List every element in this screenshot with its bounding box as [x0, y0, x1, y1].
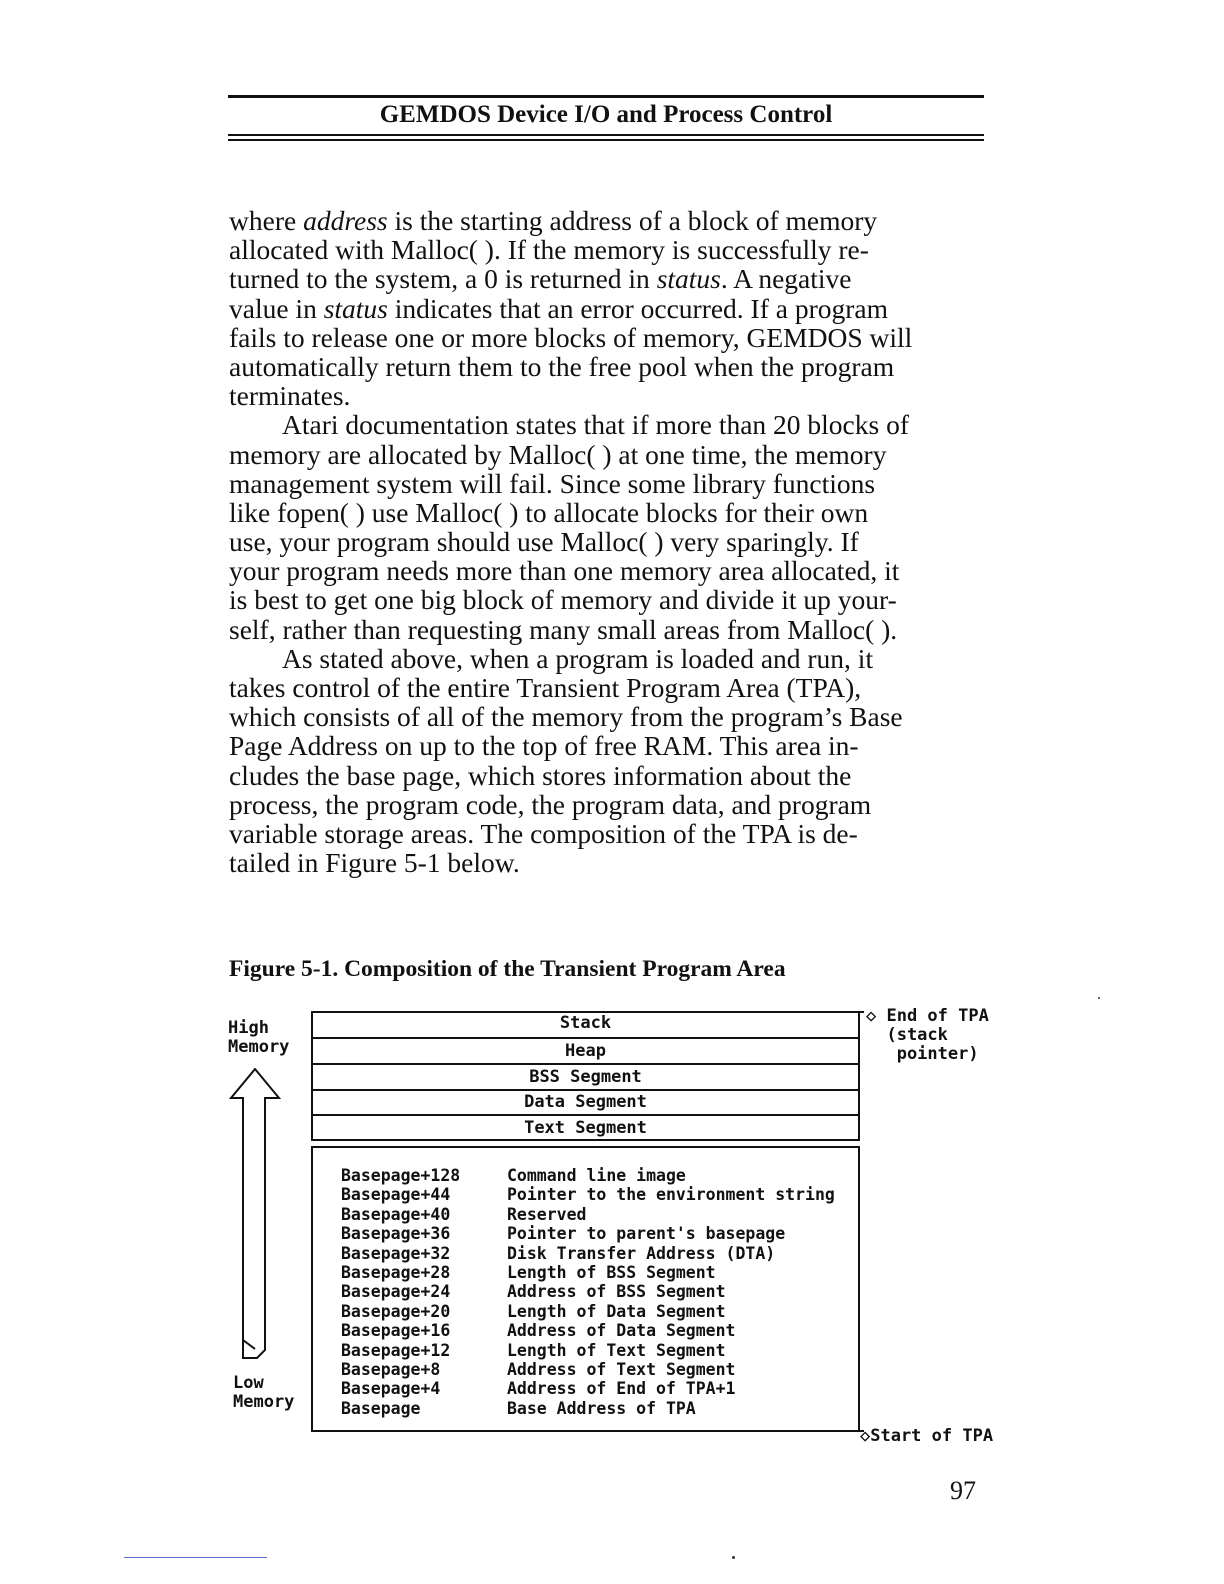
text-run: is the starting address of a block of memory [387, 205, 878, 236]
end-of-tpa-label: ◇ End of TPA (stack pointer) [866, 1006, 989, 1064]
basepage-offset: Basepage+24 [341, 1282, 451, 1302]
text-run: memory are allocated by Malloc( ) at one time, the memory [229, 438, 887, 470]
body-text [229, 206, 989, 877]
body-line [229, 235, 989, 264]
text-run: turned to the system, a 0 is returned in [229, 263, 657, 295]
emphasis-text: address [303, 205, 388, 236]
body-line [229, 410, 989, 439]
text-run: management system will fail. Since some library functions [229, 467, 876, 499]
segment-divider [311, 1037, 860, 1039]
emphasis-text: status [656, 263, 721, 295]
body-line [229, 294, 989, 323]
basepage-description: Reserved [507, 1204, 587, 1224]
segment-data: Data Segment [524, 1092, 647, 1112]
body-line [229, 790, 989, 819]
segment-heap: Heap [565, 1041, 606, 1061]
basepage-description: Pointer to the environment string [507, 1185, 835, 1205]
body-line [229, 264, 989, 293]
text-run: use, your program should use Malloc( ) very sparingly. If [229, 526, 859, 558]
end-of-tpa-tick [860, 1011, 864, 1013]
basepage-description: Length of Data Segment [507, 1301, 726, 1321]
segment-text: Text Segment [524, 1118, 647, 1138]
text-run: is best to get one big block of memory and divide it up your- [229, 584, 897, 616]
text-run: . A negative [720, 263, 852, 295]
text-run: cludes the base page, which stores information about the [229, 759, 852, 791]
basepage-offset: Basepage+16 [341, 1321, 451, 1341]
body-line [229, 644, 989, 673]
running-header-title: GEMDOS Device I/O and Process Control [379, 101, 833, 128]
basepage-offset: Basepage+8 [341, 1360, 441, 1379]
segment-divider [311, 1063, 860, 1065]
text-run: self, rather than requesting many small areas from Malloc( ). [229, 613, 898, 645]
basepage-description: Length of Text Segment [507, 1340, 726, 1360]
text-run: your program needs more than one memory area allocated, it [229, 555, 900, 587]
text-run: As stated above, when a program is loaded and run, it [282, 642, 874, 674]
body-line [229, 731, 989, 760]
body-line [229, 848, 989, 877]
text-run: tailed in Figure 5-1 below. [229, 847, 520, 879]
body-line [229, 440, 989, 469]
text-run: terminates. [229, 380, 351, 412]
basepage-description: Length of BSS Segment [507, 1263, 716, 1282]
basepage-offset: Basepage+4 [341, 1379, 441, 1399]
emphasis-text: status [323, 292, 388, 324]
body-line [229, 761, 989, 790]
low-memory-label: Low Memory [233, 1373, 295, 1412]
scan-speck [732, 1556, 735, 1559]
basepage-offset: Basepage+20 [341, 1301, 451, 1321]
up-arrow-icon [224, 1068, 284, 1368]
basepage-description: Base Address of TPA [507, 1398, 696, 1418]
body-line [229, 323, 989, 352]
basepage-description: Command line image [507, 1166, 686, 1185]
basepage-offset: Basepage [341, 1398, 421, 1418]
body-line [229, 206, 989, 235]
basepage-offset: Basepage+32 [341, 1243, 451, 1263]
body-line [229, 819, 989, 848]
text-run: which consists of all of the memory from the program’s Base [229, 701, 903, 733]
footer-rule [124, 1557, 267, 1558]
header-top-rule [228, 95, 984, 98]
body-line [229, 556, 989, 585]
high-memory-label: High Memory [228, 1018, 290, 1057]
body-line [229, 702, 989, 731]
body-line [229, 527, 989, 556]
start-of-tpa-label: ◇Start of TPA [860, 1426, 994, 1446]
body-line [229, 585, 989, 614]
segment-bss: BSS Segment [529, 1067, 642, 1087]
body-line [229, 469, 989, 498]
text-run: Page Address on up to the top of free RAM. This area in- [229, 730, 859, 762]
segment-divider [311, 1114, 860, 1116]
text-run: variable storage areas. The composition of the TPA is de- [229, 817, 858, 849]
text-run: allocated with Malloc( ). If the memory is successfully re- [229, 234, 869, 266]
text-run: automatically return them to the free pool when the program [229, 350, 895, 382]
text-run: fails to release one or more blocks of memory, GEMDOS will [229, 321, 913, 353]
basepage-offset: Basepage+36 [341, 1224, 451, 1244]
basepage-offset: Basepage+128 [341, 1166, 461, 1185]
body-line [229, 615, 989, 644]
basepage-offset: Basepage+12 [341, 1340, 451, 1360]
body-line [229, 381, 989, 410]
figure-caption: Figure 5-1. Composition of the Transient Program Area [229, 956, 786, 982]
text-run: Atari documentation states that if more than 20 blocks of [282, 409, 909, 441]
basepage-offset: Basepage+40 [341, 1204, 451, 1224]
basepage-description: Address of End of TPA+1 [507, 1379, 736, 1399]
scan-speck [1098, 997, 1100, 999]
basepage-offset: Basepage+28 [341, 1263, 451, 1282]
segment-stack: Stack [559, 1013, 612, 1033]
header-bottom-rule-1 [228, 134, 984, 136]
basepage-description: Disk Transfer Address (DTA) [507, 1243, 776, 1263]
basepage-description: Address of BSS Segment [507, 1282, 726, 1302]
text-run: where [229, 205, 304, 236]
text-run: value in [229, 292, 324, 324]
body-line [229, 498, 989, 527]
text-run: takes control of the entire Transient Program Area (TPA), [229, 672, 862, 703]
basepage-description: Address of Text Segment [507, 1360, 736, 1379]
body-line [229, 673, 989, 702]
basepage-offset: Basepage+44 [341, 1185, 451, 1205]
text-run: process, the program code, the program data, and program [229, 788, 872, 820]
text-run: indicates that an error occurred. If a program [387, 292, 888, 324]
basepage-description: Pointer to parent's basepage [507, 1224, 786, 1244]
text-run: like fopen( ) use Malloc( ) to allocate blocks for their own [229, 496, 869, 528]
page-number: 97 [950, 1476, 976, 1505]
header-bottom-rule-2 [228, 139, 984, 141]
body-line [229, 352, 989, 381]
basepage-description: Address of Data Segment [507, 1321, 736, 1341]
